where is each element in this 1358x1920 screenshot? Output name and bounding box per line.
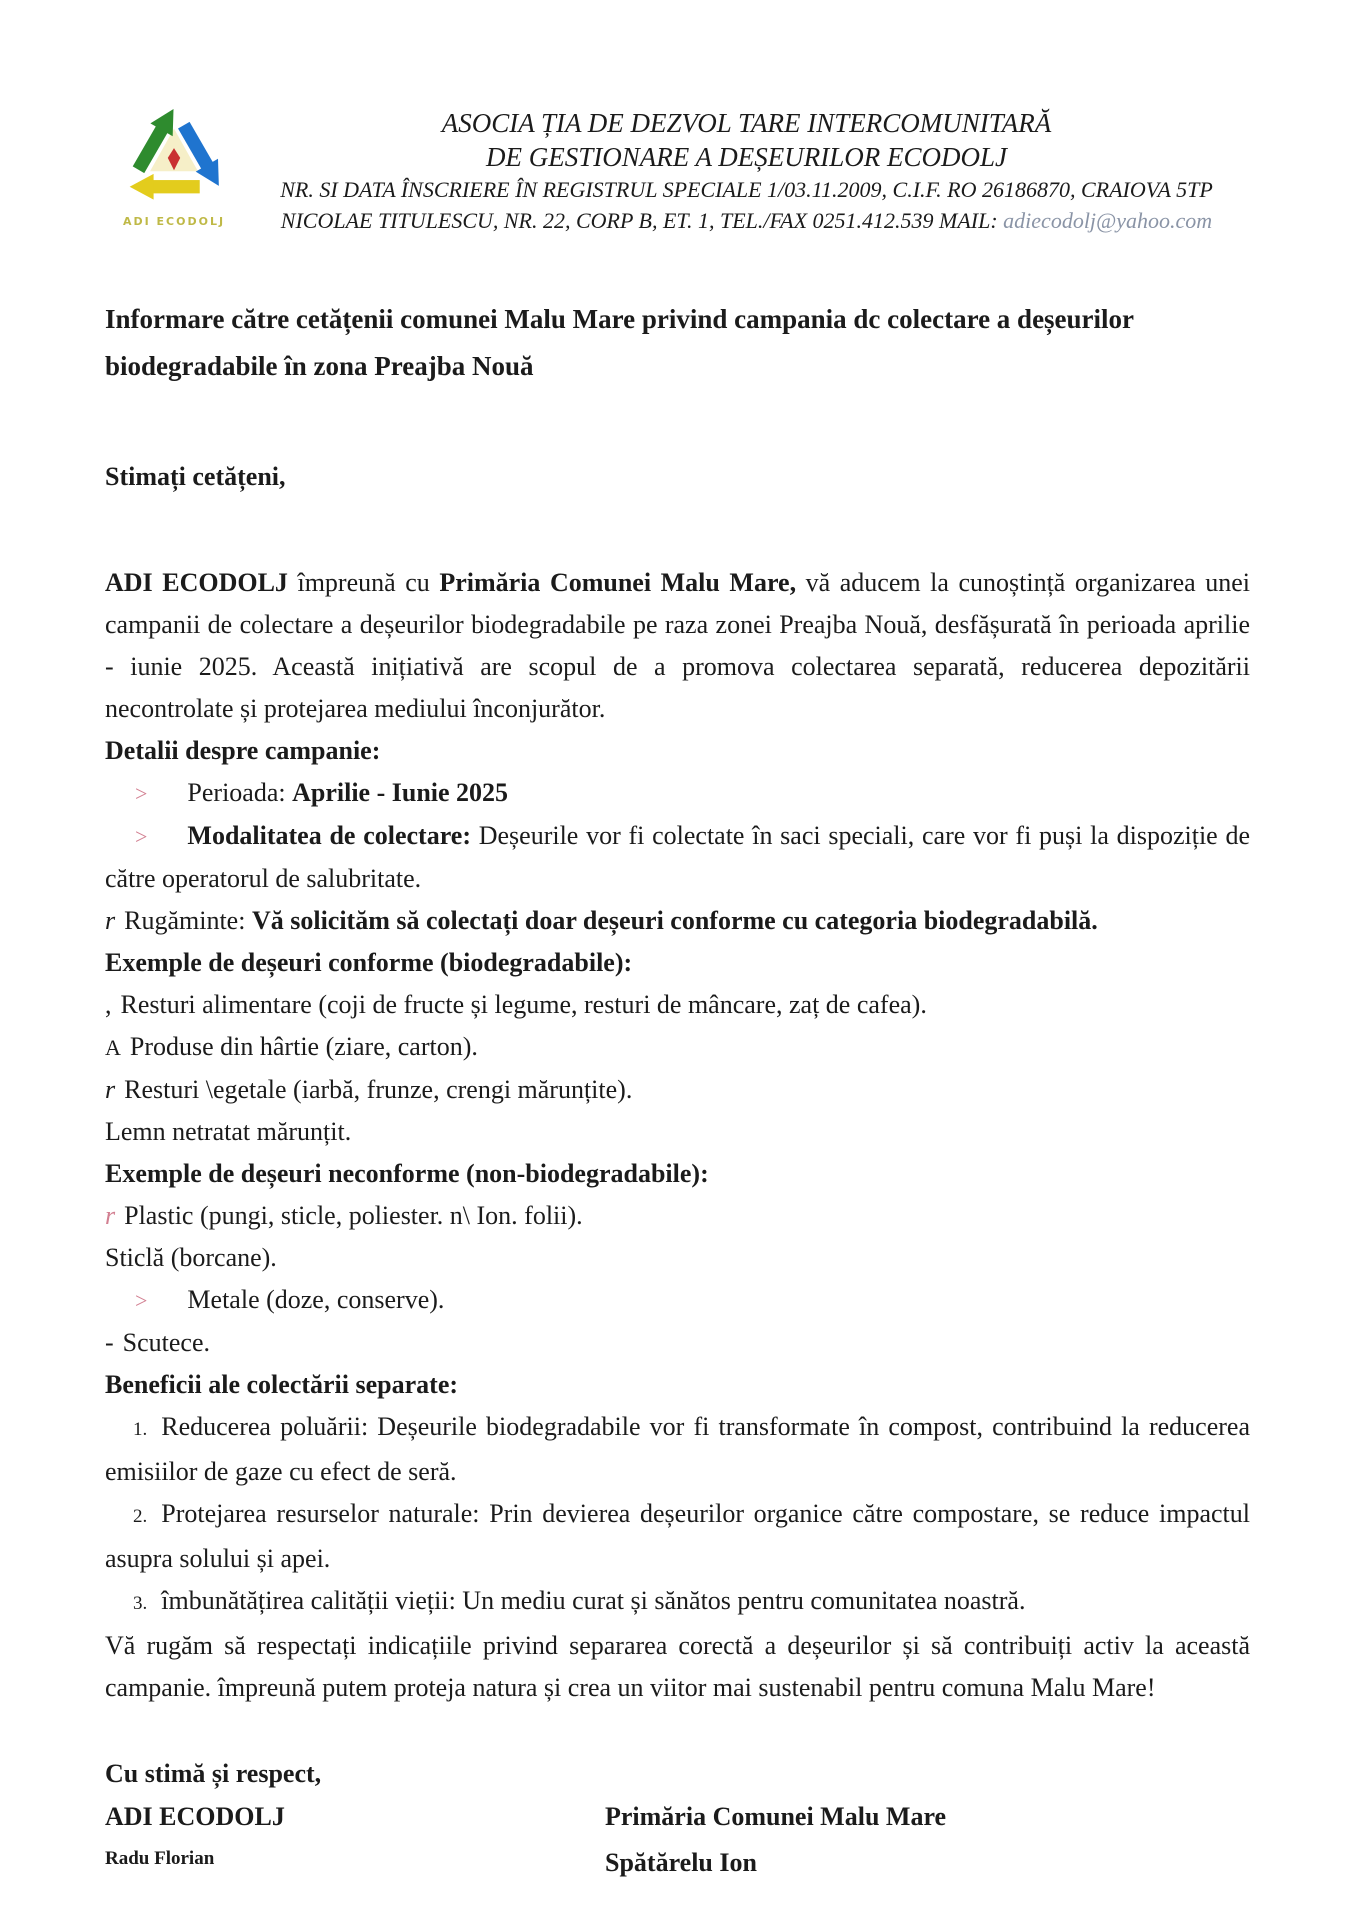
list-marker: r (105, 1201, 116, 1230)
letterhead (105, 96, 1250, 236)
intro-org-bold: ADI ECODOLJ (105, 568, 288, 597)
heading-detalii: Detalii despre campanie: (105, 736, 381, 765)
heading-beneficii: Beneficii ale colectării separate: (105, 1370, 459, 1399)
list-item-text: Resturi \egetale (iarbă, frunze, crengi mărunțite). (124, 1075, 633, 1104)
list-marker: , (105, 990, 112, 1019)
greeting: Stimați cetățeni, (105, 462, 286, 491)
list-item (105, 1237, 1250, 1279)
signature-left (105, 1795, 605, 1879)
org-address-line (243, 205, 1250, 236)
intro-text-1: împreună cu (287, 568, 440, 597)
list-item (105, 1026, 1250, 1069)
closing-paragraph: Vă rugăm să respectați indicațiile privind separarea corectă a deșeurilor și să contribuiți activ la această campanie. împreună putem proteja natura și crea un viitor mai sustenabil pentru comuna Malu Mare! (105, 1631, 1250, 1702)
list-item (105, 1195, 1250, 1237)
benefit-text: îmbunătățirea calității vieții: Un mediu curat și sănătos pentru comunitatea noastră. (161, 1586, 1026, 1615)
signature-org-right: Primăria Comunei Malu Mare (605, 1802, 947, 1831)
heading-conforme: Exemple de deșeuri conforme (biodegradabile): (105, 948, 633, 977)
intro-paragraph (105, 562, 1250, 730)
detail-text: Deșeurile vor fi colectate în saci speciali, care vor fi puși la dispoziție de către operatorul de salubritate. (105, 821, 1250, 893)
title-line-2: biodegradabile în zona Preajba Nouă (105, 351, 534, 381)
list-item (105, 984, 1250, 1026)
signature-right (605, 1795, 946, 1887)
signature-columns (105, 1795, 1250, 1887)
logo-block (105, 96, 243, 228)
benefit-item-2 (105, 1493, 1250, 1580)
body-content (105, 562, 1250, 1887)
org-name-line2: DE GESTIONARE A DEȘEURILOR ECODOLJ (486, 142, 1007, 172)
list-item (105, 1069, 1250, 1111)
benefit-item-1 (105, 1406, 1250, 1493)
list-marker: - (105, 1328, 114, 1357)
heading-neconforme: Exemple de deșeuri neconforme (non-biodegradabile): (105, 1159, 709, 1188)
list-item-text: Resturi alimentare (coji de fructe și legume, resturi de mâncare, zaț de cafea). (120, 990, 927, 1019)
list-item-text: Plastic (pungi, sticle, poliester. n\ Ion. folii). (124, 1201, 583, 1230)
benefit-text: Reducerea poluării: Deșeurile biodegradabile vor fi transformate în compost, contribuind la reducerea emisiilor de gaze cu efect de seră. (105, 1412, 1250, 1486)
list-item-text: Sticlă (borcane). (105, 1243, 277, 1272)
logo-arrow-yellow (130, 174, 200, 200)
list-item (105, 1279, 1250, 1322)
org-address-text: NICOLAE TITULESCU, NR. 22, CORP B, ET. 1, TEL./FAX 0251.412.539 MAIL: (280, 208, 998, 233)
list-number: 1. (133, 1419, 148, 1440)
intro-text-2: vă aducem la cunoștință organizarea unei campanii de colectare a deșeurilor biodegradabile pe raza zonei Preajba Nouă, desfășurată în perioada aprilie - iunie 2025. Această inițiativă are scopul de a promova colectarea separată, reducerea depozitării necontrolate și protejarea mediului înconjurător. (105, 568, 1250, 723)
detail-value-bold: Aprilie - Iunie 2025 (292, 778, 509, 807)
detail-item-perioada (105, 772, 1250, 815)
list-marker: A (105, 1035, 121, 1060)
org-registration-line: NR. SI DATA ÎNSCRIERE ÎN REGISTRUL SPECIALE 1/03.11.2009, C.I.F. RO 26186870, CRAIOVA 5TP (280, 177, 1213, 202)
note-rugaminte (105, 900, 1250, 942)
letterhead-text (243, 96, 1250, 236)
page-title (105, 296, 1250, 390)
benefit-item-3 (105, 1580, 1250, 1625)
benefit-text: Protejarea resurselor naturale: Prin devierea deșeurilor organice către compostare, se reduce impactul asupra solului și apei. (105, 1499, 1250, 1573)
signature-salutation: Cu stimă și respect, (105, 1759, 322, 1788)
chevron-bullet-icon: > (135, 781, 148, 806)
chevron-bullet-icon: > (135, 1288, 148, 1313)
detail-label-bold: Modalitatea de colectare: (187, 821, 471, 850)
list-item-text: Produse din hârtie (ziare, carton). (129, 1032, 478, 1061)
list-item-text: Lemn netratat mărunțit. (105, 1117, 352, 1146)
list-number: 3. (133, 1593, 148, 1614)
detail-label: Perioada: (187, 778, 293, 807)
intro-primarie-bold: Primăria Comunei Malu Mare, (439, 568, 797, 597)
title-line-1: Informare către cetățenii comunei Malu Mare privind campania dc colectare a deșeurilor (105, 304, 1135, 334)
recycle-triangle-icon (115, 102, 233, 212)
signature-name-left: Radu Florian (105, 1848, 215, 1869)
signature-org-left: ADI ECODOLJ (105, 1802, 285, 1831)
detail-item-modalitate (105, 815, 1250, 900)
chevron-bullet-icon: > (135, 824, 148, 849)
list-marker: r (105, 906, 116, 935)
org-name-line1: ASOCIA ȚIA DE DEZVOL TARE INTERCOMUNITARĂ (441, 108, 1052, 138)
list-number: 2. (133, 1506, 148, 1527)
signature-name-right: Spătărelu Ion (605, 1848, 757, 1877)
note-bold-text: Vă solicităm să colectați doar deșeuri conforme cu categoria biodegradabilă. (251, 906, 1098, 935)
list-item (105, 1322, 1250, 1364)
note-label: Rugăminte: (124, 906, 252, 935)
logo-caption: ADI ECODOLJ (122, 215, 226, 228)
list-marker: r (105, 1075, 116, 1104)
email-link[interactable]: adiecodolj@yahoo.com (1003, 208, 1213, 233)
list-item-text: Scutece. (122, 1328, 211, 1357)
list-item (105, 1111, 1250, 1153)
list-item-text: Metale (doze, conserve). (187, 1285, 445, 1314)
